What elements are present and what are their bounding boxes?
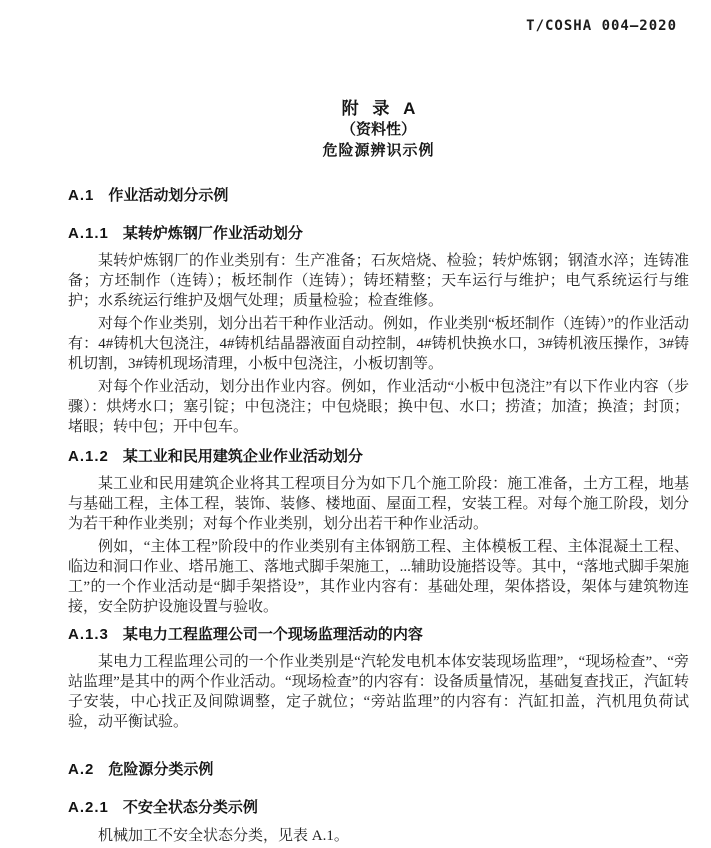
section-number-a21: A.2.1 bbox=[68, 799, 109, 816]
section-title-a2: 危险源分类示例 bbox=[108, 761, 214, 778]
section-heading-a12 bbox=[68, 449, 689, 465]
section-number-a13: A.1.3 bbox=[68, 626, 109, 643]
paragraph-a111: 某转炉炼钢厂的作业类别有：生产准备；石灰焙烧、检验；转炉炼钢；钢渣水淬；连铸准备；方坯制作（连铸）；板坯制作（连铸）；铸坯精整；天车运行与维护；电气系统运行与维护；水系统运行维护及烟气处理；质量检验；检查维修。 bbox=[68, 253, 689, 309]
section-number-a12: A.1.2 bbox=[68, 448, 109, 465]
paragraph-a211: 机械加工不安全状态分类，见表 A.1。 bbox=[98, 828, 349, 844]
paragraph-a122: 例如，“主体工程”阶段中的作业类别有主体钢筋工程、主体模板工程、主体混凝土工程、临边和洞口作业、塔吊施工、落地式脚手架施工，...辅助设施搭设等。其中，“落地式脚手架施工”的一个作业活动是“脚手架搭设”，其作业内容有：基础处理，架体搭设，架体与建筑物连接，安全防护设施设置与验收。 bbox=[68, 539, 689, 615]
section-title-a21: 不安全状态分类示例 bbox=[122, 799, 258, 816]
section-title-a1: 作业活动划分示例 bbox=[108, 187, 229, 204]
appendix-title-block bbox=[68, 98, 689, 161]
paragraph-a121: 某工业和民用建筑企业将其工程项目分为如下几个施工阶段：施工准备，土方工程，地基与基础工程，主体工程，装饰、装修、楼地面、屋面工程，安装工程。对每个施工阶段，划分为若干种作业类别；对每个作业类别，划分出若干种作业活动。 bbox=[68, 476, 689, 532]
section-heading-a1 bbox=[68, 188, 689, 204]
appendix-heading: 附 录 A bbox=[341, 99, 416, 118]
section-number-a11: A.1.1 bbox=[68, 225, 109, 242]
paragraph-a112: 对每个作业类别，划分出若干种作业活动。例如，作业类别“板坯制作（连铸）”的作业活动有：4#铸机大包浇注，4#铸机结晶器液面自动控制，4#铸机快换水口，3#铸机液压操作，3#铸机切割，3#铸机现场清理，小板中包浇注，小板切割等。 bbox=[68, 316, 689, 372]
appendix-classification: （资料性） bbox=[340, 121, 416, 138]
section-heading-a2 bbox=[68, 762, 689, 778]
paragraph-a131: 某电力工程监理公司的一个作业类别是“汽轮发电机本体安装现场监理”，“现场检查”、“旁站监理”是其中的两个作业活动。“现场检查”的内容有：设备质量情况，基础复查找正，汽缸转子安装，中心找正及间隙调整，定子就位；“旁站监理”的内容有：汽缸扣盖，汽机甩负荷试验，动平衡试验。 bbox=[68, 654, 689, 730]
section-number-a2: A.2 bbox=[68, 761, 95, 778]
section-number-a1: A.1 bbox=[68, 187, 95, 204]
section-title-a13: 某电力工程监理公司一个现场监理活动的内容 bbox=[122, 626, 423, 643]
section-heading-a11 bbox=[68, 226, 689, 242]
section-title-a12: 某工业和民用建筑企业作业活动划分 bbox=[122, 448, 363, 465]
section-heading-a13 bbox=[68, 627, 689, 643]
paragraph-a113: 对每个作业活动，划分出作业内容。例如，作业活动“小板中包浇注”有以下作业内容（步骤）：烘烤水口；塞引锭；中包浇注；中包烧眼；换中包、水口；捞渣；加渣；换渣；封顶；堵眼；转中包；开中包车。 bbox=[68, 379, 689, 435]
appendix-title: 危险源辨识示例 bbox=[322, 142, 435, 159]
standard-number: T/COSHA 004—2020 bbox=[526, 18, 677, 34]
section-heading-a21 bbox=[68, 800, 689, 816]
section-title-a11: 某转炉炼钢厂作业活动划分 bbox=[122, 225, 303, 242]
